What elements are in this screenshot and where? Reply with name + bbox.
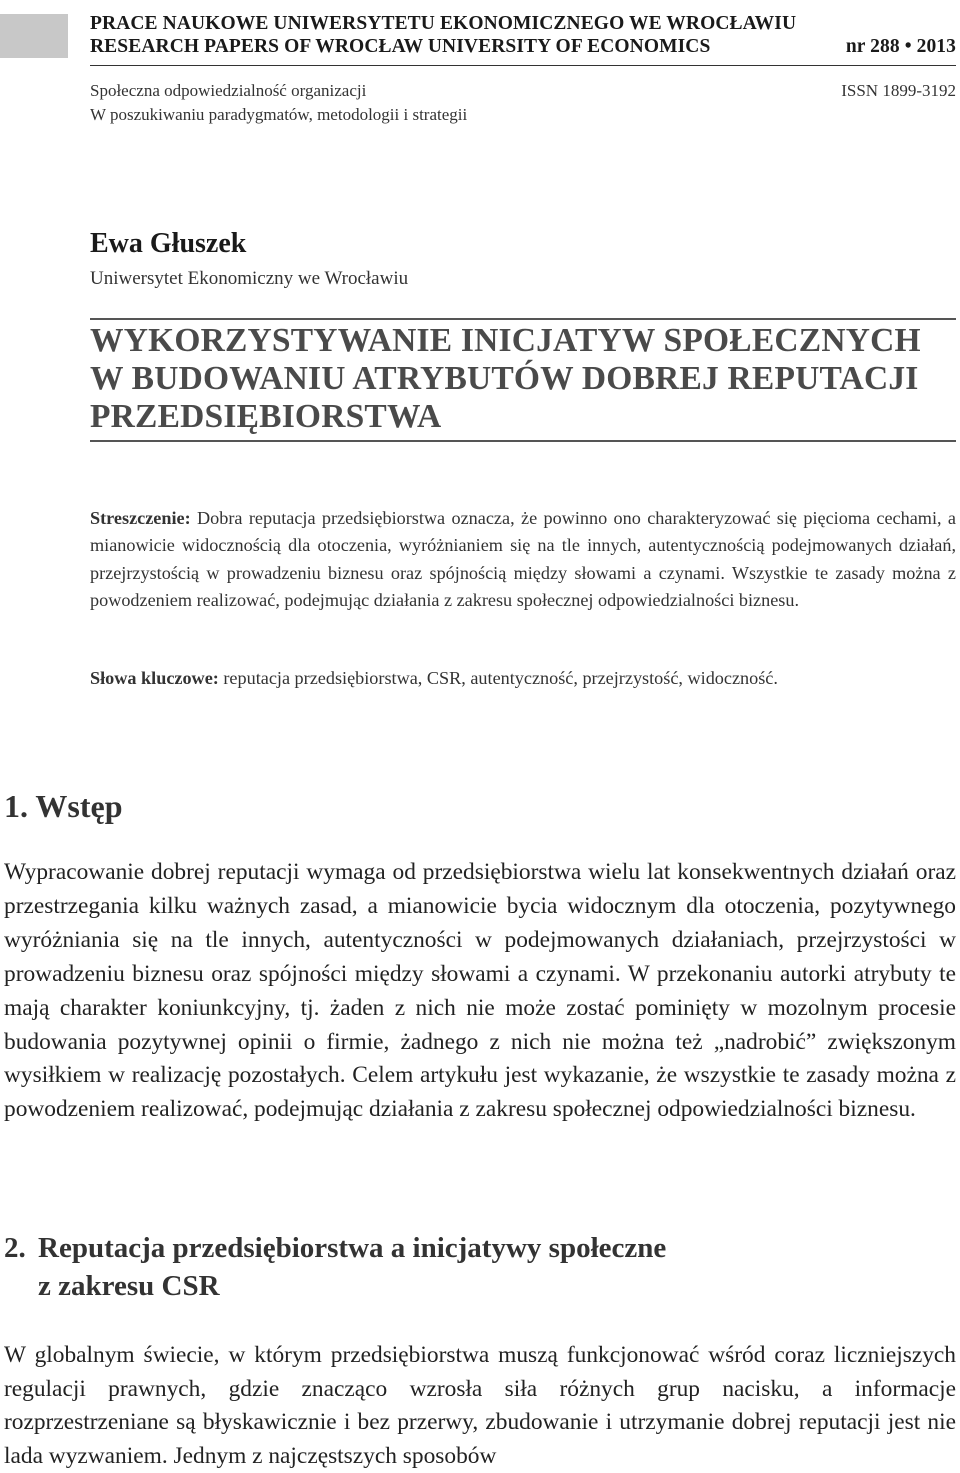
keywords-label: Słowa kluczowe: xyxy=(90,668,219,688)
title-rule-bottom xyxy=(90,440,956,442)
keywords xyxy=(90,665,956,691)
section-2-heading xyxy=(4,1229,666,1305)
series-title: Społeczna odpowiedzialność organizacji xyxy=(90,81,367,100)
header-divider xyxy=(90,65,956,66)
title-line: WYKORZYSTYWANIE INICJATYW SPOŁECZNYCH xyxy=(90,322,921,359)
series-subtitle: W poszukiwaniu paradygmatów, metodologii i strategii xyxy=(90,105,468,124)
journal-title-en: RESEARCH PAPERS OF WROCŁAW UNIVERSITY OF ECONOMICS xyxy=(90,36,711,57)
abstract-label: Streszczenie: xyxy=(90,508,191,528)
section-2-number: 2. xyxy=(4,1232,26,1264)
issue-number: nr 288 • 2013 xyxy=(845,36,956,57)
title-line: PRZEDSIĘBIORSTWA xyxy=(90,398,442,435)
section-2-heading-line1: Reputacja przedsiębiorstwa a inicjatywy społeczne xyxy=(38,1232,667,1264)
article-title xyxy=(90,322,956,436)
journal-title-pl: PRACE NAUKOWE UNIWERSYTETU EKONOMICZNEGO WE WROCŁAWIU xyxy=(90,13,797,34)
abstract xyxy=(90,505,956,615)
header-gray-box xyxy=(0,14,68,58)
section-1-paragraph: Wypracowanie dobrej reputacji wymaga od przedsiębiorstwa wielu lat konsekwentnych działań oraz przestrzegania kilku ważnych zasad, a mianowicie bycia widocznym dla otoczenia, pozytywnego wyróżniania się na tle innych, autentyczności w podejmowanych działaniach, przejrzystości w prowadzeniu biznesu oraz spójności między słowami a czynami. W przekonaniu autorki atrybuty te mają charakter koniunkcyjny, tj. żaden z nich nie może zostać pominięty w mozolnym procesie budowania pozytywnej opinii o firmie, żadnego z nich nie można też „nadrobić” zwiększonym wysiłkiem w realizację pozostałych. Celem artykułu jest wykazanie, że wszystkie te zasady można z powodzeniem realizować, podejmując działania z zakresu społecznej odpowiedzialności biznesu. xyxy=(4,859,956,1123)
series-row xyxy=(90,79,956,103)
author-affiliation: Uniwersytet Ekonomiczny we Wrocławiu xyxy=(90,268,409,289)
issn: ISSN 1899-3192 xyxy=(841,81,956,100)
section-1-body xyxy=(4,856,956,1127)
section-2-heading-line2: z zakresu CSR xyxy=(38,1270,220,1302)
abstract-text: Dobra reputacja przedsiębiorstwa oznacza, że powinno ono charakteryzować się pięcioma cechami, a mianowicie widocznością dla otoczenia, wyróżnianiem się na tle innych, autentycznością podejmowanych działań, przejrzystością w prowadzeniu biznesu oraz spójnością między słowami a czynami. Wszystkie te zasady można z powodzeniem realizować, podejmując działania z zakresu społecznej odpowiedzialności biznesu. xyxy=(90,508,957,611)
section-2-paragraph: W globalnym świecie, w którym przedsiębiorstwa muszą funkcjonować wśród coraz liczniejszych regulacji prawnych, gdzie znacząco wzrosła siła różnych grup nacisku, a informacje rozprzestrzeniane są błyskawicznie i bez przerwy, zbudowanie i utrzymanie dobrej reputacji jest nie lada wyzwaniem. Jednym z najczęstszych sposobów xyxy=(4,1342,956,1469)
section-2-body xyxy=(4,1339,956,1473)
section-1-heading: 1. Wstęp xyxy=(4,788,123,824)
journal-header xyxy=(90,12,956,58)
series-info xyxy=(90,79,956,127)
journal-title-row xyxy=(90,35,956,58)
author-name: Ewa Głuszek xyxy=(90,228,247,259)
title-rule-top xyxy=(90,318,956,320)
keywords-text: reputacja przedsiębiorstwa, CSR, autentyczność, przejrzystość, widoczność. xyxy=(223,668,778,688)
title-line: W BUDOWANIU ATRYBUTÓW DOBREJ REPUTACJI xyxy=(90,360,919,397)
